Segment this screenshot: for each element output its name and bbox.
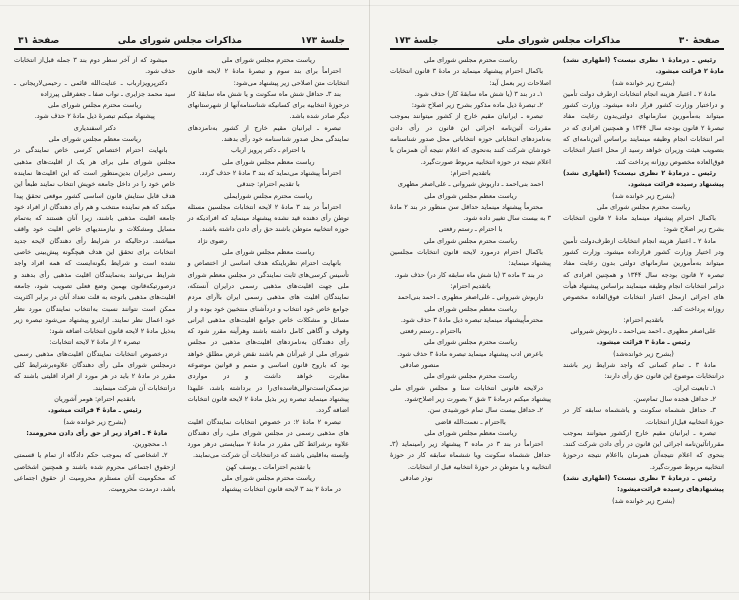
paragraph: بااحترام ـ نعمت‌الله قاضی (435, 417, 506, 426)
paragraph: دکترپرویزارباب ـ عنایت‌الله قائمی ـ رحیمی‌لاریجانی ـ سید محمد جزایری ـ نواب صفا ـ جعفرقلی پیرزاده (14, 78, 176, 98)
paragraph: ریاست معظم مجلس شورای ملی (424, 191, 517, 200)
left-page-left-column (14, 55, 176, 496)
paragraph: ۲ـ حداقل بیست سال تمام خورشیدی سن. (427, 406, 543, 415)
page-number: صفحهٔ ۳۰ (678, 36, 720, 46)
paragraph: ۱ـ تابعیت ایران. (672, 383, 716, 392)
paragraph: ریاست معظم مجلس شورای ملی (221, 248, 315, 257)
left-page-header (14, 34, 349, 50)
paragraph: ۲ـ اشخاصی که بموجب حکم دادگاه از تمام یا قسمتی ازحقوق اجتماعی محروم شده باشند و همچنین اشخاصی که محکومیت آنان مستلزم محرومیت از حقوق اجتماعی باشد، درمدت محرومیت. (14, 451, 176, 494)
paragraph: ریاست معظم مجلس شورای ملی (221, 157, 315, 166)
right-page (369, 0, 738, 600)
paragraph: در بند ۳ ماده ۳ (یا شش ماه سابقه کار در) حذف شود. (394, 270, 543, 279)
paragraph: ۳ـ حداقل ششماه سکونت و یاششماه سابقه کار در حوزهٔ انتخابیه قبل‌از انتخابات. (563, 406, 724, 426)
paragraph: با احترام ـ رستم رفعتی (438, 225, 503, 234)
paragraph: احتراماً پیشنهاد می‌نماید که بند ۳ مادهٔ ۲ حذف گردد. (199, 168, 341, 177)
left-page-right-column (188, 55, 350, 496)
paragraph: محترماًپیشنهاد مینماید تبصره ذیل مادهٔ ۳ حذف شود. (400, 315, 543, 324)
paragraph: با احترام ـ دکتر پرویز ارباب (230, 146, 306, 155)
left-page (0, 0, 369, 600)
paragraph: رئیس ـ درمادهٔ ۳ نظری نیست؟ (اظهاری نشد) پیشنهادهای رسیده قرائت‌میشود: (563, 473, 724, 494)
paragraph: ریاست معظم مجلس شورای ملی (424, 428, 517, 437)
paragraph: باکمال احترام پیشنهاد مینماید مادهٔ ۲ قانون انتخابات بشرح زیر اصلاح شود: (563, 214, 724, 234)
paragraph: رئیس ـ مادهٔ ۳ قرائت میشود. (596, 338, 691, 347)
session-number: جلسهٔ ۱۷۳ (394, 36, 439, 46)
paragraph: بااحترام ـ رستم رفعتی (400, 327, 462, 336)
paragraph: احتراماً در بند ۳ در ماده ۳ پیشنهاد زیر رامینماید (۳ـ حداقل ششماه سکونت ویا ششماه سابقه کار در حوزهٔ انتخابیه و یا متوطن در حوزهٔ انتخابیه قبل از انتخابات. (390, 440, 551, 471)
paragraph: ریاست معظم مجلس شورای ملی (424, 304, 517, 313)
paragraph: احتراماً در بند ۳ مادهٔ ۲ لایحه انتخابات مجلسین مسئله توطن رأی دهنده قید نشده پیشنهاد مینماید که افرادیکه در حوزه انتخابیه متوطن باشند حق رأی دادن داشته باشند. (187, 202, 349, 234)
paragraph: باتقدیم احترام: (623, 315, 664, 324)
paragraph: ریاست محترم مجلس شورای ملی (221, 56, 316, 64)
right-page-left-column (390, 55, 551, 507)
paragraph: باکمال احترام پیشنهاد مینماید در مادهٔ ۳ قانون انتخابات اصلاحات زیر بعمل آید: (390, 67, 551, 87)
paragraph: داریوش شیروانی ـ علی‌اصغر مظهری ـ احمد بنی‌احمد (397, 293, 544, 302)
right-page-right-column (563, 55, 724, 507)
paragraph: پیشنهاد میکنم تبصرهٔ ذیل مادهٔ ۲ حذف شود. (34, 112, 155, 121)
paragraph: ریاست محترم مجلس شورای ملی (423, 236, 518, 245)
paragraph: باتقدیم احترام: هومر آشوریان (54, 394, 136, 403)
paragraph: رئیس ـ مادهٔ ۴ قرائت میشود. (47, 406, 142, 415)
paragraph: مادهٔ ۲ ـ اعتبار هزینه انجام انتخابات ازطرف دولت تأمین و دراختیار وزارت کشور قرار داده میشود. وزارت کشور میتواند به‌مأمورین سازمانهای دولتی‌بدون رعایت مفاد تبصرهٔ ۲ قانون بودجه سال ۱۳۴۴ و همچنین افرادی که در امر انتخابات انجام وظیفه مینمایند براساس آئین‌نامه‌ای که بتصویب هیئت وزیران خواهد رسید از محل اعتبار انتخابات فوق‌العاده مخصوص روزانه پرداخت کند. (563, 89, 724, 166)
paragraph: ریاست محترم مجلس شورای ملی (423, 56, 518, 64)
paragraph: باعرض ادب پیشنهاد مینماید تبصره مادهٔ ۳ حذف شود. (397, 349, 543, 358)
paragraph: ۲ـ حداقل هجده سال تمام‌سن. (633, 394, 716, 403)
paragraph: منصور صادقی (400, 361, 440, 370)
paragraph: تبصره ـ ایرانیان مقیم خارج ازکشور میتوانند بموجب مقرراتآئین‌نامه اجرائی این قانون در رأی دادن شرکت کنند. بنحوی که اعلام نتیجه‌آن همزمان بااعلام نتیجه درحوزهٔ انتخابیه مربوط صورت‌گیرد. (563, 428, 724, 471)
paragraph: احتراماً برای بند سوم و تبصرهٔ مادهٔ ۲ لایحه قانون انتخابات متن اصلاحی زیر پیشنهاد می‌شود: (187, 67, 349, 87)
paragraph: ریاست محترم مجلس شورای ملی (423, 372, 518, 381)
paragraph: بند ۳ـ حداقل شش ماه سکونت و یا شش ماه سابقهٔ کار درحوزهٔ انتخابیه برای کسانیکه شناسنامه‌آنها از شهرستانهای دیگر صادر شده باشد. (187, 89, 349, 121)
right-page-header (390, 34, 724, 50)
paragraph: با تقدیم احترام: جندقی (236, 180, 300, 189)
paragraph: رئیس ـ درمادهٔ ۲ نظری نیست؟ (اظهاری نشد) پیشنهاد رسیده قرائت میشود. (563, 168, 724, 189)
paragraph: درخصوص انتخابات نمایندگان اقلیت‌های مذهبی رسمی درمجلس شورای ملی رأی دهندگان علاوه‌برشرایط کلی مقرر در مادهٔ ۲ باید در هر مورد از افراد اقلیتی باشند که درانتخابات آن شرکت مینمایند. (14, 349, 176, 392)
paragraph: مادهٔ ۳ ـ تمام کسانی که واجد شرایط زیر باشند درانتخابات موضوع این قانون حق رأی دارند: (563, 361, 724, 381)
publication-title: مذاکرات مجلس شورای ملی (496, 36, 621, 46)
paragraph: در مادهٔ ۲ بند ۳ لایحه قانون انتخابات پیشنهاد (221, 485, 341, 494)
paragraph: تبصره ـ ایرانیان مقیم خارج از کشور میتوانند بموجب مقررات آئین‌نامه اجرائی این قانون در رأی دادن به‌نامزدهای انتخاباتی حوزه انتخاباتی محل صدور شناسنامه خودشان شرکت کنند به‌نحوی که اعلام نتیجه آن همزمان با اعلام نتیجه در حوزه انتخابیه مربوط صورت‌گیرد. (390, 112, 551, 166)
paragraph: رئیس ـ درمادهٔ ۱ نظری نیست؟ (اظهاری نشد) مادهٔ ۲ قرائت میشود. (563, 56, 724, 76)
paragraph: بانهایت احترام اختصاص کرسی خاص نمایندگی در مجلس شورای ملی برای هر یک از اقلیت‌های مذهبی رسمی درایران بدین‌منظور است که این اقلیت‌ها نماینده خاص خود را در داخل جامعه خویش انتخاب نمایند طبعاً این هدف قابل ستایش قانون اساسی کشور موقعی تحقق پیدا میکند که هم نماینده منتخب و هم رأی دهندگان از افراد خود جامعه اقلیت مذهبی باشند، زیرا آنان هستند که به‌تمام مسایل ومشکلات و نیازمندیهای خاص اقلیت خود واقف میباشند. درحالیکه در شرایط رأی دهندگان لایحه جدید انتخابات برای تحقق این هدف هیچگونه پیش‌بینی خاصی نشده است و شرایط بگونه‌ایست که همه افراد واجد شرایط می‌توانند به‌نمایندگان اقلیت مذهبی رأی بدهند و درصورتیکه‌قانون بهمین وضع فعلی تصویب شود، جامعه اقلیت‌های مذهبی باتوجه به قلت تعداد آنان در برابر اکثریت ممکن است نتوانند نسبت به‌انتخاب نمایندگان مورد نظر خود اعمال نظر نمایند. ازاینرو پیشنهاد می‌شود تبصره زیر به‌ذیل مادهٔ ۲ لایحه قانون انتخابات اضافه شود: (14, 146, 176, 336)
paragraph: ریاست معظم مجلس شورای ملی (48, 135, 142, 144)
page-number: صفحهٔ ۳۱ (18, 36, 60, 46)
paragraph: با تقدیم احترامات ـ یوسف کهن (225, 462, 311, 471)
paragraph: ریاست محترم مجلس شورای ملی (423, 338, 518, 347)
paragraph: میشود که از آخر سطر دوم بند ۳ جمله قبل‌از انتخابات حذف شود. (14, 56, 176, 76)
paragraph: باتقدیم احترام: (450, 168, 491, 177)
paragraph: ۱ـ محجورین. (132, 440, 168, 449)
paragraph: محترماً پیشنهاد مینماید حداقل سن منظور در بند ۲ مادهٔ ۳ به بیست سال تغییر داده شود. (390, 202, 551, 223)
paragraph: (بشرح زیر خوانده شد) (612, 78, 675, 87)
scan-artifact (0, 592, 739, 593)
paragraph: رضوی نژاد (197, 236, 228, 245)
publication-title: مذاکرات مجلس شورای ملی (117, 36, 242, 46)
paragraph: ۲ـ تبصرهٔ ذیل ماده مذکور بشرح زیر اصلاح شود: (411, 101, 543, 110)
paragraph: باتقدیم احترام: (450, 281, 491, 290)
paragraph: دکتر اسفندیاری (73, 123, 116, 132)
paragraph: ۱ـ در بند ۳ (یا شش ماه سابقهٔ کار) حذف شود. (414, 89, 543, 98)
session-number: جلسهٔ ۱۷۳ (300, 36, 345, 46)
paragraph: علی‌اصغر مظهری ـ احمد بنی‌احمد ـ داریوش شیروانی (570, 327, 716, 336)
paragraph: ریاست محترم مجلس شورای ملی (596, 202, 691, 211)
paragraph: احمد بنی‌احمد ـ داریوش شیروانی ـ علی‌اصغر مظهری (397, 180, 544, 189)
paragraph: (بشرح زیر خوانده شد) (612, 191, 675, 200)
paragraph: باکمال احترام درمورد لایحه قانون انتخابات مجلسین پیشنهاد مینماید: (390, 248, 551, 268)
paragraph: ریاست محترم مجلس شورای ملی (221, 473, 316, 482)
paragraph: مادهٔ ۲ ـ اعتبار هزینه انجام انتخابات ازطرف‌دولت تأمین ودر اختیار وزارت کشور قرارداده میشود. وزارت کشور میتواند به‌مأمورین سازمانهای دولتی بدون رعایت مفاد تبصره ۲ قانون بودجه سال ۱۳۴۴ و همچنین افرادی که درامر انتخابات انجام وظیفه مینمایند براساس پیشنهاد هیأت های اجرائی ازمحل اعتبار انتخابات فوق‌العاده مخصوص روزانه پرداخت کند. (563, 236, 725, 313)
paragraph: مادهٔ ۴ ـ افراد زیر از حق رأی دادن محرومند: (26, 428, 168, 437)
paragraph: تبصره ۲ مادهٔ ۲: در خصوص انتخابات نمایندگان اقلیت های مذهبی رسمی در مجلس شورای ملی، رأی دهندگان علاوه برشرائط کلی مقرر در مادهٔ ۲ میبایستی درهر مورد وابسته به‌اقلیتی باشند که درانتخابات آن شرکت می‌نمایند. (187, 417, 349, 460)
paragraph: (بشرح زیر خوانده شد) (612, 496, 675, 505)
paragraph: تبصره ـ ایرانیان مقیم خارج از کشور به‌نامزدهای نمایندگی محل صدور شناسنامه خود رأی بدهند. (187, 123, 349, 144)
paragraph: تبصره ۲ از مادهٔ ۲ لایحه انتخابات: (49, 338, 141, 347)
paragraph: بانهایت احترام نظرباینکه هدف اساسی از اختصاص و تأسیس کرسی‌های ثابت نمایندگی در مجلس معظم شورای ملی جهت اقلیت‌های مذهبی رسمی درایران آنستکه، نمایندگان اقلیت های مذهبی رسمی ایران باآرای مردم جوامع خاص خود انتخاب و دردآشنای منتخبین خود بوده و از مسائل و مشکلات خاص جوامع اقلیت‌های مذهبی ایرانی وقوف و آگاهی کامل داشته باشند وهرآینه مقرر شود که رأی دهندگان به‌نامزدهای اقلیت‌های مذهبی در مجلس شورای ملی از غیرآنان هم باشند نقض غرض مطلق خواهد بود که باروح قانون اساسی و متمم و قوانین موضوعه مغایرت خواهد داشت و در مواردی نیزممکن‌است‌توالی‌فاسده‌ای‌را در برداشته باشد، علیهذا پیشنهاد مینماید تبصره زیر بذیل مادهٔ ۲ لایحه قانون انتخابات اضافه گردد. (187, 259, 349, 415)
paragraph: (بشرح زیر خوانده شد) (63, 417, 127, 426)
paragraph: ریاست محترم مجلس شورای ملی (47, 101, 142, 110)
paragraph: نوذر صادقی (400, 473, 433, 482)
paragraph: ریاست محترم مجلس شورایملی (224, 191, 313, 200)
paragraph: (بشرح زیر خوانده‌شد) (613, 349, 674, 358)
scan-artifact (0, 5, 739, 6)
paragraph: درلایحه قانونی انتخابات سنا و مجلس شورای ملی پیشنهاد میکنم درمادهٔ ۳ شق ۲ بصورت زیر اصلاح‌شود. (390, 383, 551, 403)
